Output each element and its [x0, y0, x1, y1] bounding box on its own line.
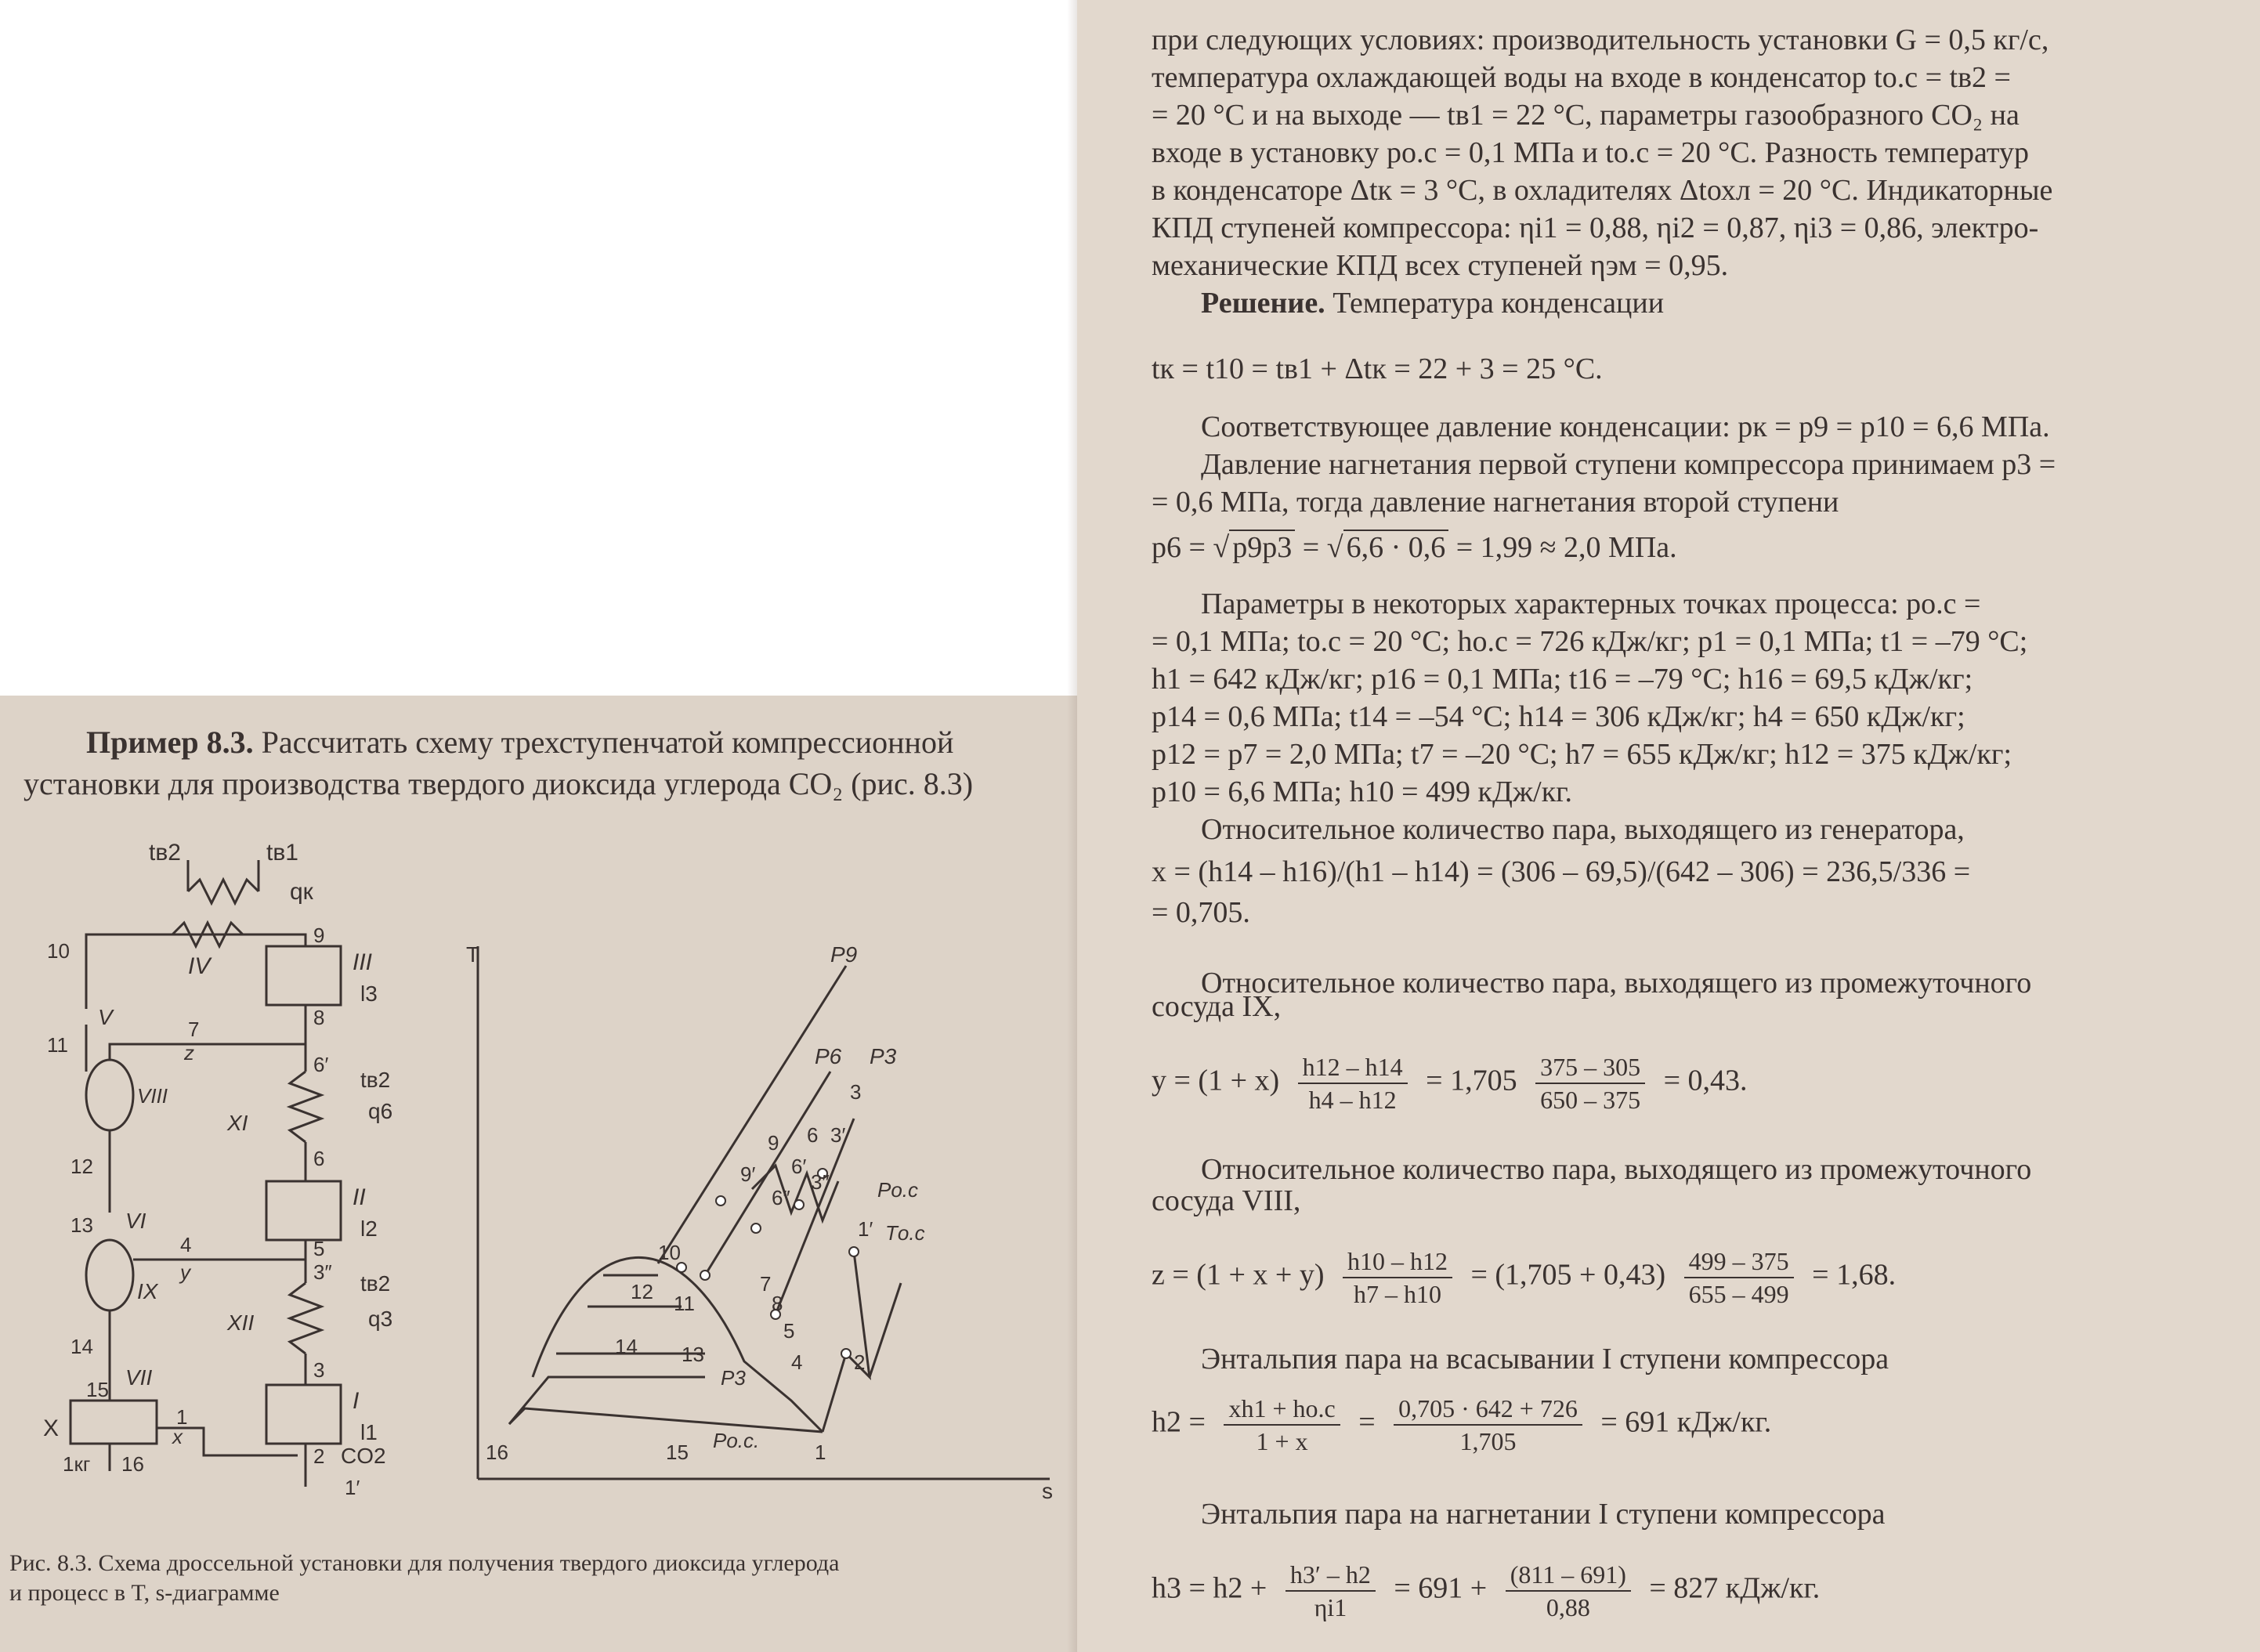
ts-n3pp: 3″	[811, 1170, 830, 1194]
ts-P6: P6	[815, 1044, 842, 1068]
text-line-6: КПД ступеней компрессора: ηi1 = 0,88, ηi2 = 0,87, ηi3 = 0,86, электро-	[1152, 211, 2039, 244]
eq-p6-e: = 1,99 ≈ 2,0 МПа.	[1448, 531, 1677, 564]
ts-n3p: 3′	[830, 1123, 846, 1147]
scheme-pt-11: 11	[47, 1033, 68, 1057]
eq-p6	[1152, 530, 1677, 566]
left-page	[0, 696, 1077, 1652]
scheme-II: II	[353, 1184, 366, 1210]
scheme-pt-12: 12	[71, 1155, 93, 1178]
eq-h2-frac1-num: xh1 + hо.с	[1224, 1393, 1340, 1426]
plant-scheme	[31, 837, 470, 1510]
eq-z-frac2-den: 655 – 499	[1688, 1280, 1789, 1308]
eq-h3-result: = 827 кДж/кг.	[1649, 1571, 1821, 1605]
ts-P9: P9	[830, 942, 858, 967]
eq-y-frac2	[1535, 1051, 1645, 1115]
ts-n12: 12	[631, 1280, 653, 1303]
eq-h3	[1152, 1559, 1820, 1623]
ts-n6pp: 6″	[772, 1186, 790, 1209]
eq-h2-frac2-den: 1,705	[1459, 1427, 1517, 1455]
ts-n9p: 9′	[740, 1162, 756, 1186]
eq-h2-lhs: h2 =	[1152, 1405, 1206, 1439]
scheme-kg: 1кг	[63, 1452, 91, 1476]
ts-n14: 14	[615, 1335, 638, 1358]
ts-n13: 13	[682, 1343, 704, 1366]
ts-n5: 5	[783, 1319, 795, 1343]
solution-label: Решение.	[1201, 287, 1325, 320]
eq-x: x = (h14 – h16)/(h1 – h14) = (306 – 69,5)/(642 – 306) = 236,5/336 =	[1152, 855, 1971, 888]
scheme-l1: l1	[360, 1420, 378, 1444]
figure-caption-2: и процесс в T, s-диаграмме	[9, 1580, 280, 1606]
eq-h2-result: = 691 кДж/кг.	[1600, 1405, 1772, 1439]
ts-n16: 16	[486, 1441, 508, 1464]
scheme-X: X	[43, 1415, 60, 1441]
scheme-pt-3: 3	[313, 1358, 325, 1382]
eq-z	[1152, 1245, 1896, 1310]
scheme-pt-13: 13	[71, 1213, 93, 1237]
ts-Poc-low: Pо.с.	[713, 1429, 760, 1452]
eq-p6-a: p6 = √	[1152, 531, 1230, 564]
text-line-17: Относительное количество пара, выходящего из генератора,	[1201, 813, 1965, 846]
text-line-13: h1 = 642 кДж/кг; p16 = 0,1 МПа; t16 = –79 °С; h16 = 69,5 кДж/кг;	[1152, 663, 1973, 696]
scheme-x: x	[172, 1425, 183, 1448]
eq-z-frac1	[1343, 1245, 1452, 1310]
eq-h3-lhs: h3 = h2 +	[1152, 1571, 1267, 1605]
text-line-19: сосуда IX,	[1152, 990, 1282, 1023]
scheme-pt-2: 2	[313, 1444, 325, 1468]
scheme-l2: l2	[360, 1216, 378, 1241]
text-line-23: Энтальпия пара на нагнетании I ступени компрессора	[1201, 1498, 1886, 1531]
right-page	[1077, 0, 2260, 1652]
scheme-q3: q3	[368, 1307, 393, 1331]
eq-y-result: = 0,43.	[1663, 1064, 1748, 1097]
text-line-7: механические КПД всех ступеней ηэм = 0,95.	[1152, 249, 1729, 282]
text-line-8: Соответствующее давление конденсации: pк = p9 = p10 = 6,6 МПа.	[1201, 410, 2050, 443]
scheme-q6: q6	[368, 1099, 393, 1123]
example-heading: Пример 8.3.	[86, 725, 254, 760]
scheme-pt-14: 14	[71, 1335, 93, 1358]
scheme-z: z	[184, 1041, 194, 1065]
scheme-pt-1: 1	[176, 1405, 188, 1429]
scheme-pt-4: 4	[180, 1233, 192, 1256]
scheme-co2: CO2	[341, 1444, 386, 1468]
text-line-1: при следующих условиях: производительность установки G = 0,5 кг/с,	[1152, 23, 2049, 56]
text-line-3: = 20 °С и на выходе — tв1 = 22 °С, параметры газообразного CO₂ на	[1152, 99, 2020, 132]
text-line-18: Относительное количество пара, выходящего из промежуточного	[1201, 967, 2032, 1000]
eq-p6-c: = √	[1295, 531, 1343, 564]
eq-z-frac2	[1684, 1245, 1794, 1310]
solution-line	[1201, 285, 1664, 321]
text-line-9: Давление нагнетания первой ступени компрессора принимаем p3 =	[1201, 448, 2056, 481]
eq-y-frac1-num: h12 – h14	[1298, 1051, 1408, 1084]
eq-h3-frac1-num: h3′ – h2	[1285, 1559, 1376, 1592]
text-line-5: в конденсаторе Δtк = 3 °С, в охладителях Δtохл = 20 °С. Индикаторные	[1152, 174, 2053, 207]
text-line-15: p12 = p7 = 2,0 МПа; t7 = –20 °С; h7 = 655 кДж/кг; h12 = 375 кДж/кг;	[1152, 738, 2012, 771]
eq-y-frac1	[1298, 1051, 1408, 1115]
eq-h3-mid: = 691 +	[1394, 1571, 1488, 1605]
scheme-VIII: VIII	[137, 1084, 168, 1108]
scheme-pt-15: 15	[86, 1378, 109, 1401]
text-line-16: p10 = 6,6 МПа; h10 = 499 кДж/кг.	[1152, 775, 1572, 808]
text-line-14: p14 = 0,6 МПа; t14 = –54 °С; h14 = 306 кДж/кг; h4 = 650 кДж/кг;	[1152, 700, 1965, 733]
text-line-11: Параметры в некоторых характерных точках процесса: pо.с =	[1201, 587, 1981, 620]
eq-z-frac2-num: 499 – 375	[1684, 1245, 1794, 1278]
scheme-pt-9: 9	[313, 924, 325, 947]
scheme-V: V	[98, 1005, 113, 1029]
scheme-VI: VI	[125, 1209, 146, 1233]
ts-n1p: 1′	[858, 1217, 873, 1241]
text-line-10: = 0,6 МПа, тогда давление нагнетания второй ступени	[1152, 486, 1839, 519]
ts-n1: 1	[815, 1441, 826, 1464]
ts-P3-low: P3	[721, 1366, 746, 1390]
scheme-y: y	[180, 1260, 190, 1284]
scheme-XII: XII	[227, 1310, 255, 1335]
eq-z-mid: = (1,705 + 0,43)	[1470, 1258, 1666, 1292]
ts-n15: 15	[666, 1441, 689, 1464]
example-text-1: Рассчитать схему трехступенчатой компрессионной	[261, 725, 954, 760]
figure-caption-1: Рис. 8.3. Схема дроссельной установки для получения твердого диоксида углерода	[9, 1550, 840, 1576]
eq-h2	[1152, 1393, 1771, 1457]
eq-h2-frac1	[1224, 1393, 1340, 1457]
scheme-pt-6prime: 6′	[313, 1053, 329, 1076]
ts-n3: 3	[850, 1080, 862, 1104]
eq-z-result: = 1,68.	[1812, 1258, 1897, 1292]
text-line-4: входе в установку pо.с = 0,1 МПа и tо.с = 20 °С. Разность температур	[1152, 136, 2029, 169]
scheme-l3: l3	[360, 981, 378, 1006]
scheme-pt-10: 10	[47, 939, 70, 963]
scheme-pt-1prime: 1′	[345, 1476, 360, 1499]
eq-h2-frac1-den: 1 + x	[1256, 1427, 1308, 1455]
scheme-pt-5: 5	[313, 1237, 325, 1260]
scheme-XI: XI	[227, 1111, 248, 1135]
scheme-I: I	[353, 1388, 360, 1414]
scheme-pt-16: 16	[121, 1452, 144, 1476]
text-line-21: сосуда VIII,	[1152, 1184, 1301, 1217]
scheme-pt-6: 6	[313, 1147, 325, 1170]
text-line-2: температура охлаждающей воды на входе в конденсатор tо.с = tв2 =	[1152, 61, 2011, 94]
scheme-qk: qк	[290, 879, 313, 905]
eq-y-frac2-den: 650 – 375	[1540, 1086, 1641, 1114]
ts-n4: 4	[791, 1350, 803, 1374]
eq-y-frac2-num: 375 – 305	[1535, 1051, 1645, 1084]
eq-y-frac1-den: h4 – h12	[1308, 1086, 1397, 1114]
ts-diagram	[462, 938, 1065, 1502]
scheme-tv1-top: tв1	[266, 840, 298, 866]
scheme-pt-8: 8	[313, 1006, 325, 1029]
ts-n11: 11	[674, 1292, 695, 1315]
eq-h3-frac1	[1285, 1559, 1376, 1623]
eq-h2-eq: =	[1358, 1405, 1376, 1439]
eq-p6-d: 6,6 · 0,6	[1343, 530, 1449, 564]
ts-n10: 10	[658, 1241, 681, 1264]
scheme-IX: IX	[137, 1279, 158, 1303]
eq-z-lhs: z = (1 + x + y)	[1152, 1258, 1325, 1292]
text-line-12: = 0,1 МПа; tо.с = 20 °С; hо.с = 726 кДж/кг; p1 = 0,1 МПа; t1 = –79 °С;	[1152, 625, 2028, 658]
scheme-IV: IV	[188, 953, 211, 979]
scheme-pt-3dd: 3″	[313, 1260, 332, 1284]
eq-y-mid: = 1,705	[1426, 1064, 1517, 1097]
solution-text: Температура конденсации	[1332, 287, 1665, 320]
scheme-III: III	[353, 949, 373, 975]
ts-axis-s: s	[1042, 1479, 1053, 1502]
ts-n6p: 6′	[791, 1155, 807, 1178]
eq-h2-frac2-num: 0,705 · 642 + 726	[1394, 1393, 1582, 1426]
scheme-pt-7: 7	[188, 1018, 200, 1041]
text-line-20: Относительное количество пара, выходящего из промежуточного	[1201, 1153, 2032, 1186]
ts-Poc: Pо.с	[877, 1178, 919, 1202]
eq-h3-frac2-den: 0,88	[1546, 1593, 1590, 1621]
eq-y-lhs: y = (1 + x)	[1152, 1064, 1280, 1097]
scheme-VII: VII	[125, 1365, 153, 1390]
scheme-tv2-mid: tв2	[360, 1068, 391, 1092]
eq-x-result: = 0,705.	[1152, 896, 1250, 929]
ts-n6: 6	[807, 1123, 819, 1147]
eq-p6-b: p9p3	[1229, 530, 1295, 564]
eq-h2-frac2	[1394, 1393, 1582, 1457]
ts-axis-T: T	[466, 942, 480, 967]
text-line-22: Энтальпия пара на всасывании I ступени компрессора	[1201, 1343, 1889, 1375]
eq-h3-frac2	[1506, 1559, 1631, 1623]
ts-n7: 7	[760, 1272, 772, 1296]
example-line-1	[86, 723, 953, 762]
ts-n9: 9	[768, 1131, 779, 1155]
eq-h3-frac1-den: ηi1	[1314, 1593, 1347, 1621]
eq-condensation-temp: tк = t10 = tв1 + Δtк = 22 + 3 = 25 °С.	[1152, 352, 1603, 385]
eq-z-frac1-den: h7 – h10	[1353, 1280, 1441, 1308]
example-text-2: установки для производства твердого диоксида углерода CO₂ (рис. 8.3)	[24, 766, 974, 801]
ts-P3: P3	[870, 1044, 897, 1068]
ts-n2: 2	[854, 1350, 866, 1374]
eq-h3-frac2-num: (811 – 691)	[1506, 1559, 1631, 1592]
ts-Toc: Tо.с	[885, 1221, 925, 1245]
eq-z-frac1-num: h10 – h12	[1343, 1245, 1452, 1278]
scheme-tv2-top: tв2	[149, 840, 181, 866]
ts-n8: 8	[772, 1292, 783, 1315]
scheme-tv2-low: tв2	[360, 1271, 391, 1296]
eq-y	[1152, 1051, 1748, 1115]
